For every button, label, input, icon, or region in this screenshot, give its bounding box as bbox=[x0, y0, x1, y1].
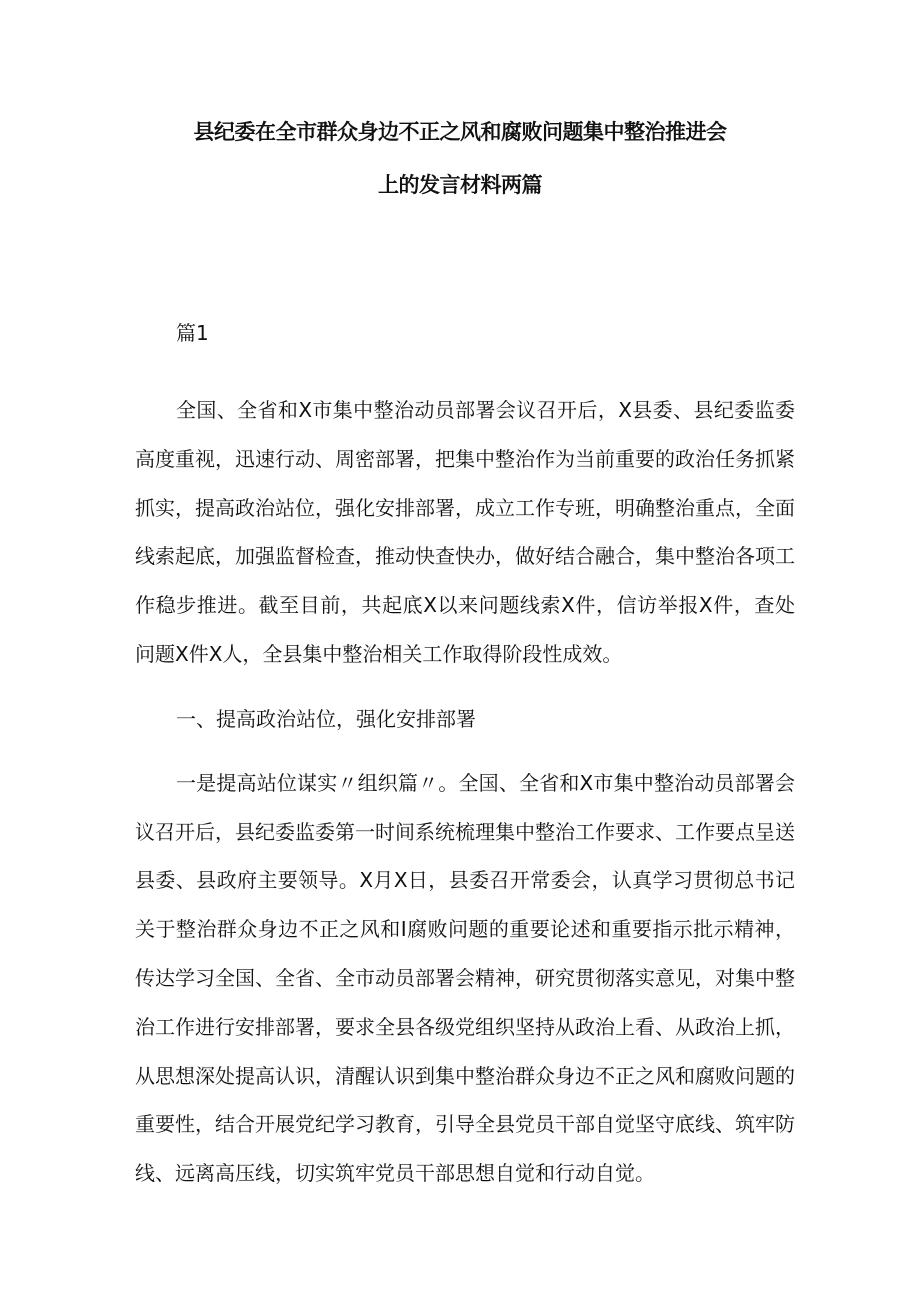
heading-1: 一、提高政治站位，强化安排部署 bbox=[176, 706, 476, 731]
paragraph-2: 一是提高站位谋实〃组织篇〃。全国、全省和X市集中整治动员部署会议召开后，县纪委监委第一时间系统梳理集中整治工作要求、工作要点呈送县委、县政府主要领导。X月X日，县委召开常委会，认真学习贯彻总书记关于整治群众身边不正之风和I腐败问题的重要论述和重要指示批示精神，传达学习全国、全省、全市动员部署会精神，研究贯彻落实意见，对集中整治工作进行安排部署，要求全县各级党组织坚持从政治上看、从政治上抓，从思想深处提高认识，清醒认识到集中整治群众身边不正之风和腐败问题的重要性，结合开展党纪学习教育，引导全县党员干部自觉坚守底线、筑牢防线、远离高压线，切实筑牢党员干部思想自觉和行动自觉。 bbox=[135, 770, 795, 1186]
document-body bbox=[135, 318, 795, 1198]
section-label: 篇1 bbox=[176, 321, 209, 345]
document-title-line-2: 上的发言材料两篇 bbox=[378, 173, 542, 197]
paragraph-1: 全国、全省和X市集中整治动员部署会议召开后，X县委、县纪委监委高度重视，迅速行动、周密部署，把集中整治作为当前重要的政治任务抓紧抓实，提高政治站位，强化安排部署，成立工作专班，明确整治重点，全面线索起底，加强监督检查，推动快查快办，做好结合融合，集中整治各项工作稳步推进。截至目前，共起底X以来问题线索X件，信访举报X件，查处问题X件X人，全县集中整治相关工作取得阶段性成效。 bbox=[135, 398, 795, 666]
document-title-line-1: 县纪委在全市群众身边不正之风和腐败问题集中整治推进会 bbox=[193, 120, 727, 144]
